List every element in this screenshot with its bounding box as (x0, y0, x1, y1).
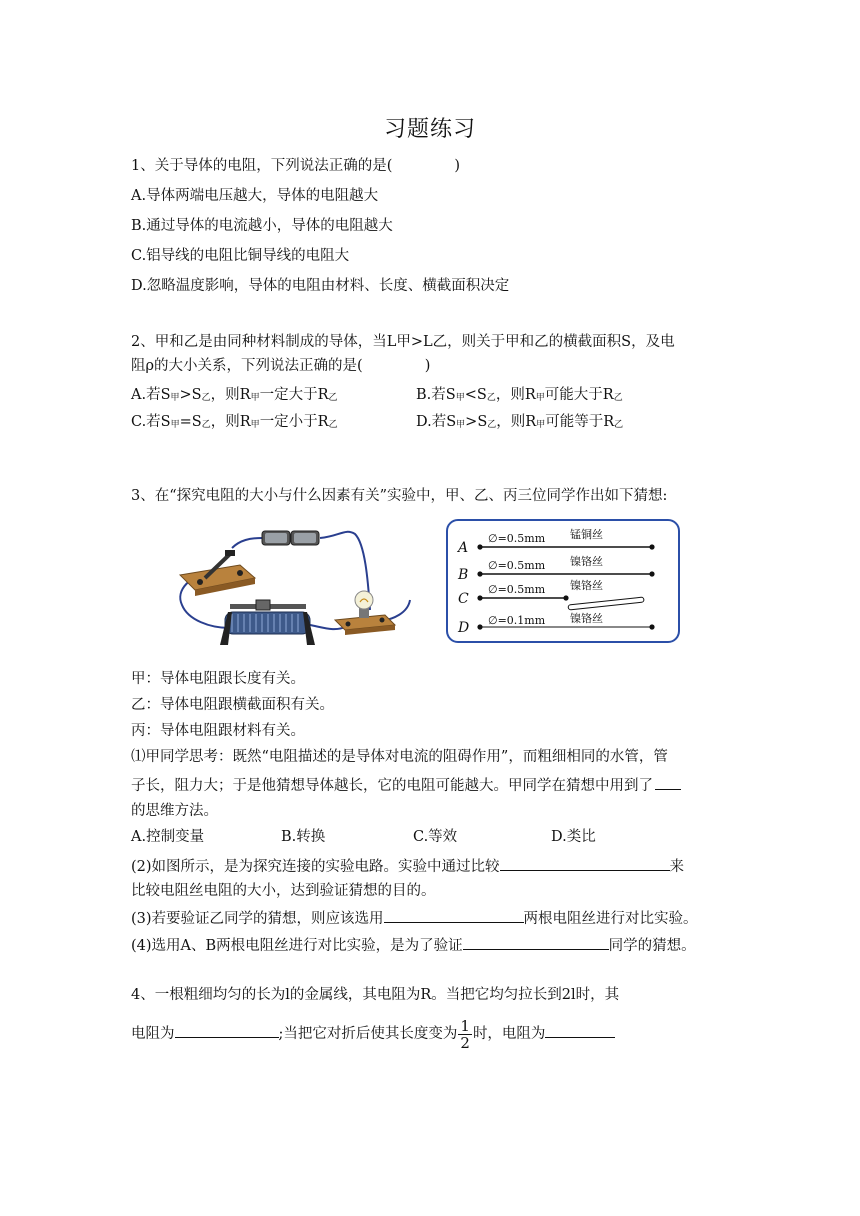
q3-guess-bing: 丙：导体电阻跟材料有关。 (131, 723, 305, 739)
q4-line2 (131, 1016, 615, 1052)
q3-part1-option-d: D.类比 (551, 829, 596, 845)
wire-c-diameter: ∅=0.5mm (488, 583, 546, 596)
q2-option-d (416, 412, 623, 435)
q2d-t4: 可能等于R (545, 414, 615, 430)
q3-part1-option-b: B.转换 (281, 829, 326, 845)
q2d-s3: 甲 (536, 420, 546, 430)
wire-switch-battery (232, 538, 262, 548)
lamp-icon (335, 591, 395, 635)
wire-c-left-dot (477, 595, 482, 600)
q2c-s3: 甲 (250, 420, 260, 430)
q2d-s4: 乙 (614, 420, 624, 430)
q2a-t1: A.若S (131, 387, 171, 403)
q3-part1-line2 (131, 774, 681, 796)
wire-a-letter: A (458, 540, 469, 556)
q2-stem-line2-text: 阻ρ的大小关系，下列说法正确的是( (131, 358, 363, 374)
q3-part4 (131, 934, 696, 956)
q2-option-b (416, 385, 623, 408)
q3-part2-text-a: (2)如图所示，是为探究连接的实验电路。实验中通过比较 (131, 859, 500, 875)
q4-fraction-denominator: 2 (460, 1033, 470, 1052)
wire-d-diameter: ∅=0.1mm (488, 614, 546, 627)
q3-part1-blank (655, 774, 681, 790)
q4-text-b: ;当把它对折后使其长度变为 (278, 1026, 458, 1042)
q2d-s1: 甲 (456, 420, 466, 430)
q2b-s3: 甲 (535, 393, 545, 403)
q4-fraction-numerator: 1 (460, 1016, 470, 1035)
q2c-t3: ，则R (210, 414, 251, 430)
q3-part2-blank (500, 855, 670, 871)
q2a-s3: 甲 (250, 393, 260, 403)
q1-option-b: B.通过导体的电流越小，导体的电阻越大 (131, 218, 393, 234)
q2a-s2: 乙 (201, 393, 211, 403)
q3-part2-line1 (131, 855, 684, 877)
q2a-s1: 甲 (170, 393, 180, 403)
q1-option-c: C.铝导线的电阻比铜导线的电阻大 (131, 248, 350, 264)
q2b-t1: B.若S (416, 387, 456, 403)
wire-b-letter: B (458, 567, 469, 583)
q3-part2-line2: 比较电阻丝电阻的大小，达到验证猜想的目的。 (131, 883, 436, 899)
q3-stem: 3、在“探究电阻的大小与什么因素有关”实验中，甲、乙、丙三位同学作出如下猜想: (131, 488, 668, 504)
q3-part1-option-a: A.控制变量 (131, 829, 205, 845)
wire-b-left-dot (477, 571, 482, 576)
q2c-s4: 乙 (328, 420, 338, 430)
q1-stem-text: 1、关于导体的电阻，下列说法正确的是( (131, 158, 393, 174)
q3-part4-blank (463, 934, 609, 950)
rheostat-icon (220, 600, 315, 645)
q2d-t1: D.若S (416, 414, 457, 430)
q1-option-d: D.忽略温度影响，导体的电阻由材料、长度、横截面积决定 (131, 278, 510, 294)
q2c-s2: 乙 (201, 420, 211, 430)
q3-part1-line1: ⑴甲同学思考：既然“电阻描述的是导体对电流的阻碍作用”，而粗细相同的水管，管 (131, 749, 668, 765)
wire-a-material: 锰铜丝 (570, 528, 603, 541)
q4-text-c: 时，电阻为 (472, 1026, 546, 1042)
q3-part1-line2-text: 子长，阻力大；于是他猜想导体越长，它的电阻可能越大。甲同学在猜想中用到了 (131, 778, 653, 794)
q2c-t2: =S (179, 414, 202, 430)
q3-part1-option-c: C.等效 (413, 829, 458, 845)
wire-a-left-dot (477, 544, 482, 549)
q2-option-a (131, 385, 338, 408)
q4-blank-1 (175, 1022, 279, 1038)
q2-option-c (131, 412, 338, 435)
battery-icon (262, 531, 319, 545)
wire-b-right-dot (649, 571, 654, 576)
switch-icon (180, 550, 255, 596)
q2c-t4: 一定小于R (259, 414, 329, 430)
q2d-t2: >S (465, 414, 488, 430)
q2-stem-line1: 2、甲和乙是由同种材料制成的导体，当L甲>L乙，则关于甲和乙的横截面积S，及电 (131, 334, 675, 350)
q3-guess-yi: 乙：导体电阻跟横截面积有关。 (131, 697, 334, 713)
q3-part3-blank (384, 907, 524, 923)
q2b-t4: 可能大于R (544, 387, 614, 403)
q2a-t3: ，则R (210, 387, 251, 403)
wire-b-diameter: ∅=0.5mm (488, 559, 546, 572)
wire-c-right-dot (563, 595, 568, 600)
q1-stem-end: ) (454, 158, 461, 174)
q1-option-a: A.导体两端电压越大，导体的电阻越大 (131, 188, 379, 204)
q2b-t3: ，则R (495, 387, 536, 403)
wire-c-material: 镍铬丝 (570, 579, 603, 592)
q2b-s4: 乙 (613, 393, 623, 403)
wire-b-material: 镍铬丝 (570, 555, 603, 568)
q2a-t4: 一定大于R (259, 387, 329, 403)
q2b-s1: 甲 (455, 393, 465, 403)
q4-fraction (458, 1018, 472, 1051)
q3-guess-jia: 甲：导体电阻跟长度有关。 (131, 671, 305, 687)
q2a-s4: 乙 (328, 393, 338, 403)
wire-a-right-dot (649, 544, 654, 549)
q4-line1: 4、一根粗细均匀的长为l的金属线，其电阻为R。当把它均匀拉长到2l时，其 (131, 987, 620, 1003)
q3-part2-text-b: 来 (669, 859, 685, 875)
q2d-t3: ，则R (496, 414, 537, 430)
q2c-t1: C.若S (131, 414, 171, 430)
circuit-figure (170, 520, 420, 650)
page-title: 习题练习 (383, 117, 476, 142)
q2c-s1: 甲 (170, 420, 180, 430)
q4-blank-2 (545, 1022, 615, 1038)
q2a-t2: >S (179, 387, 202, 403)
q2b-s2: 乙 (486, 393, 496, 403)
q2d-s2: 乙 (487, 420, 497, 430)
wire-c-letter: C (458, 591, 469, 607)
wire-a-diameter: ∅=0.5mm (488, 532, 546, 545)
q3-part4-text-a: (4)选用A、B两根电阻丝进行对比实验，是为了验证 (131, 938, 463, 954)
q3-part3 (131, 907, 698, 929)
wire-d-right-dot (649, 624, 654, 629)
q3-part3-text-b: 两根电阻丝进行对比实验。 (523, 911, 698, 927)
q2-stem-end: ) (424, 358, 431, 374)
wire-d-letter: D (458, 620, 470, 636)
q3-part3-text-a: (3)若要验证乙同学的猜想，则应该选用 (131, 911, 384, 927)
q2b-t2: <S (464, 387, 487, 403)
wire-specimens (446, 519, 680, 643)
q1-stem (131, 156, 460, 176)
q3-part4-text-b: 同学的猜想。 (608, 938, 696, 954)
q4-text-a: 电阻为 (131, 1026, 175, 1042)
wire-d-left-dot (477, 624, 482, 629)
q2-stem-line2 (131, 356, 430, 376)
wire-d-material: 镍铬丝 (570, 612, 603, 625)
q3-part1-line3: 的思维方法。 (131, 803, 218, 819)
wire-c-folded-segment (568, 597, 644, 610)
